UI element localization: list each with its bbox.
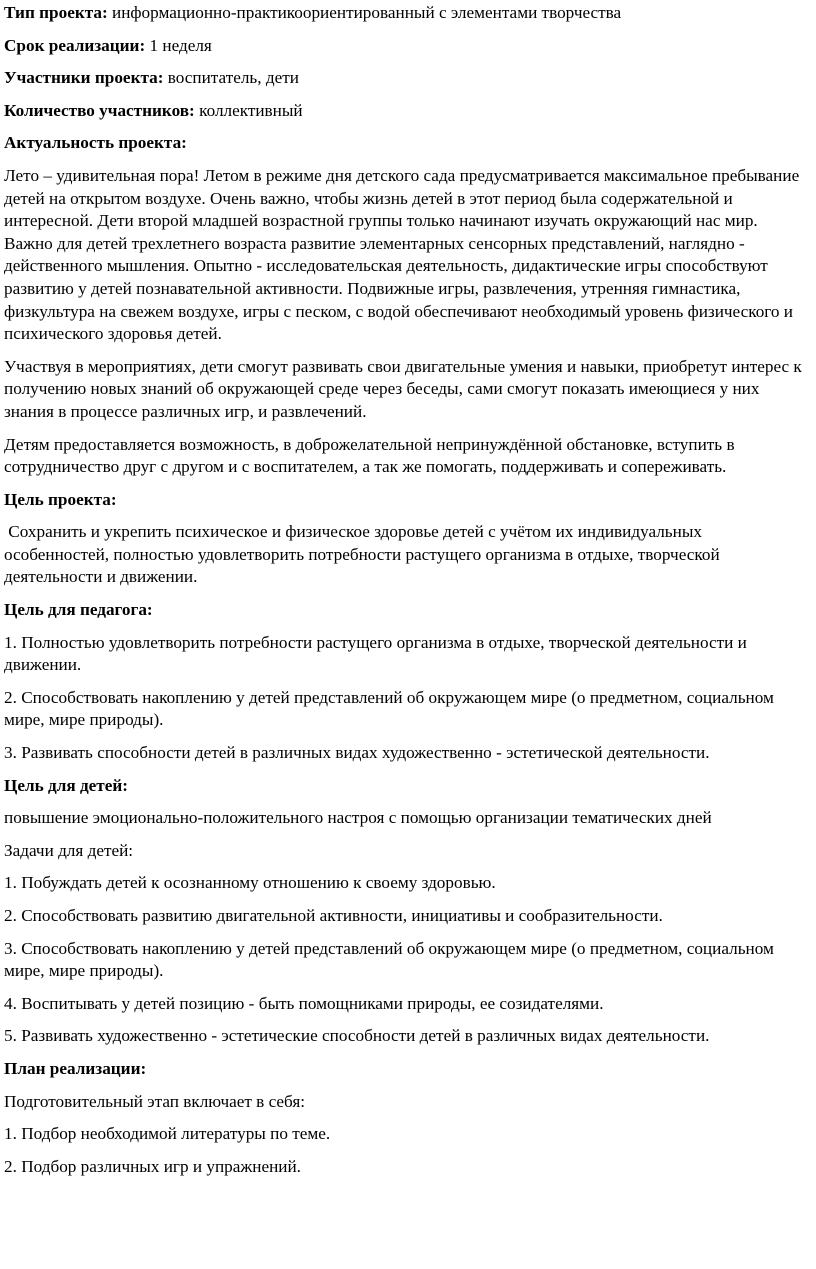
participants-label: Участники проекта: [4,68,164,88]
participants-count-label: Количество участников: [4,100,195,120]
list-item: 3. Способствовать накоплению у детей представлений об окружающем мире (о предметном, социальном мире, мире природы). [4,938,774,981]
duration-label: Срок реализации: [4,35,146,55]
children-goal-text: повышение эмоционально-положительного настроя с помощью организации тематических дней [4,808,712,828]
participants-value: воспитатель, дети [167,68,299,88]
goal-heading: Цель проекта: [4,489,117,509]
teacher-goal-list [4,632,804,765]
list-item: 1. Побуждать детей к осознанному отношению к своему здоровью. [4,873,496,893]
duration-value: 1 неделя [149,35,212,55]
project-type-value: информационно-практикоориентированный с элементами творчества [112,3,622,22]
relevance-heading: Актуальность проекта: [4,133,187,153]
project-type-label: Тип проекта: [4,3,108,22]
relevance-paragraph: Лето – удивительная пора! Летом в режиме дня детского сада предусматривается максимальное пребывание детей на открытом воздухе. Очень важно, чтобы жизнь детей в этот период была содержательной и интересной. Дети второй младшей возрастной группы только начинают изучать окружающий нас мир. Важно для детей трехлетнего возраста развитие элементарных сенсорных представлений, наглядно - действенного мышления. Опытно - исследовательская деятельность, дидактические игры способствуют развитию у детей познавательной активности. Подвижные игры, развлечения, утренняя гимнастика, физкультура на свежем воздухе, игры с песком, с водой обеспечивают необходимый уровень физического и психического здоровья детей. [4,165,800,344]
relevance-paragraph: Детям предоставляется возможность, в доброжелательной непринуждённой обстановке, вступить в сотрудничество друг с другом и с воспитателем, а так же помогать, поддерживать и сопереживать. [4,434,735,477]
participants-count-value: коллективный [199,100,303,120]
list-item: 1. Подбор необходимой литературы по теме. [4,1124,331,1144]
plan-heading: План реализации: [4,1058,147,1078]
teacher-goal-heading: Цель для педагога: [4,600,153,620]
children-tasks-heading: Задачи для детей: [4,840,134,860]
relevance-paragraph: Участвуя в мероприятиях, дети смогут развивать свои двигательные умения и навыки, приобретут интерес к получению новых знаний об окружающей среде через беседы, сами смогут показать имеющиеся у них знания в процессе различных игр, и развлечений. [4,356,802,421]
participants-line [4,67,804,90]
children-goal-heading: Цель для детей: [4,775,128,795]
list-item: 3. Развивать способности детей в различных видах художественно - эстетической деятельности. [4,743,710,763]
duration-line [4,35,804,58]
list-item: 4. Воспитывать у детей позицию - быть помощниками природы, ее созидателями. [4,993,604,1013]
plan-list [4,1123,804,1178]
list-item: 2. Способствовать развитию двигательной активности, инициативы и сообразительности. [4,906,663,925]
list-item: 1. Полностью удовлетворить потребности растущего организма в отдыхе, творческой деятельности и движении. [4,632,747,675]
plan-intro: Подготовительный этап включает в себя: [4,1091,306,1111]
project-type-line [4,2,804,25]
list-item: 2. Подбор различных игр и упражнений. [4,1156,301,1176]
children-tasks-list [4,872,804,1048]
goal-text: Сохранить и укрепить психическое и физическое здоровье детей с учётом их индивидуальных особенностей, полностью удовлетворить потребности растущего организма в отдыхе, творческой деятельности и движении. [4,522,724,587]
list-item: 2. Способствовать накоплению у детей представлений об окружающем мире (о предметном, социальном мире, мире природы). [4,687,774,730]
list-item: 5. Развивать художественно - эстетические способности детей в различных видах деятельности. [4,1026,710,1046]
participants-count-line [4,100,804,123]
